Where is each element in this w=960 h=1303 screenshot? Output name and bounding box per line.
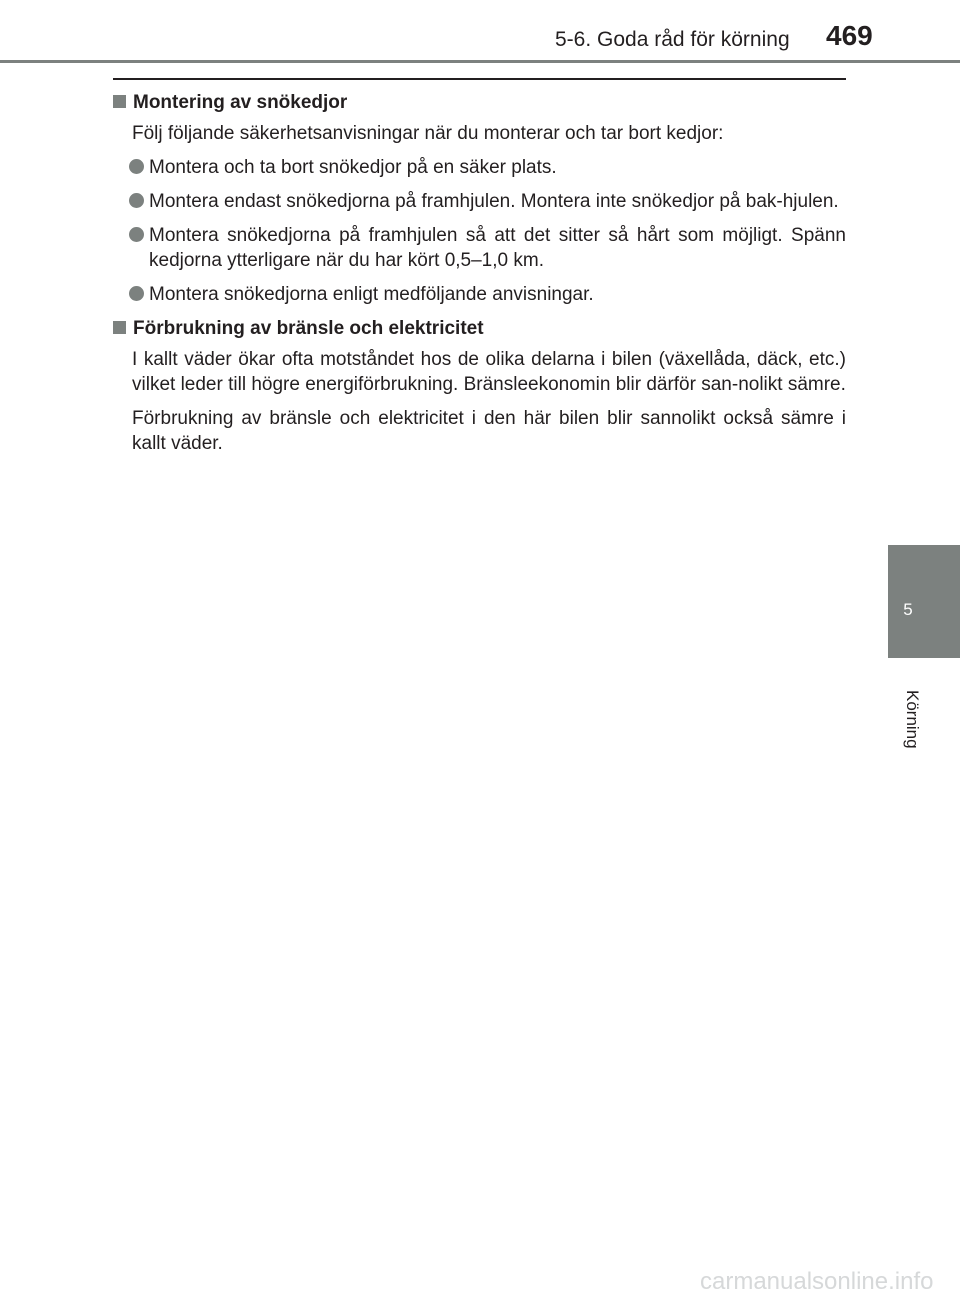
heading-text: Montering av snökedjor xyxy=(133,92,348,113)
list-item xyxy=(113,282,846,307)
list-item-text: Montera snökedjorna på framhjulen så att det sitter så hårt som möjligt. Spänn kedjorna ytterligare när du har kört 0,5–1,0 km. xyxy=(149,225,846,271)
circle-bullet-icon xyxy=(129,193,144,208)
list-item-text: Montera och ta bort snökedjor på en säker plats. xyxy=(149,157,557,178)
chapter-label: Körning xyxy=(903,690,922,749)
chapter-number: 5 xyxy=(903,600,913,619)
heading-text: Förbrukning av bränsle och elektricitet xyxy=(133,318,484,339)
section-heading xyxy=(113,90,846,115)
page-content xyxy=(113,90,846,465)
paragraph: Förbrukning av bränsle och elektricitet i den här bilen blir sannolikt också sämre i kallt väder. xyxy=(132,408,846,454)
list-item xyxy=(113,223,846,273)
circle-bullet-icon xyxy=(129,159,144,174)
circle-bullet-icon xyxy=(129,286,144,301)
content-divider xyxy=(113,78,846,80)
list-item-text: Montera endast snökedjorna på framhjulen. Montera inte snökedjor på bak-hjulen. xyxy=(149,191,839,212)
section-heading xyxy=(113,316,846,341)
paragraph: Följ följande säkerhetsanvisningar när du monterar och tar bort kedjor: xyxy=(132,123,724,144)
square-bullet-icon xyxy=(113,95,126,108)
list-item xyxy=(113,155,846,180)
header-rule xyxy=(0,60,960,63)
watermark: carmanualsonline.info xyxy=(700,1268,934,1295)
page-number: 469 xyxy=(826,20,873,51)
list-item xyxy=(113,189,846,214)
square-bullet-icon xyxy=(113,321,126,334)
circle-bullet-icon xyxy=(129,227,144,242)
list-item-text: Montera snökedjorna enligt medföljande anvisningar. xyxy=(149,284,594,305)
paragraph: I kallt väder ökar ofta motståndet hos de olika delarna i bilen (växellåda, däck, etc.) vilket leder till högre energiförbrukning. Bränsleekonomin blir därför san-nolikt sämre. xyxy=(132,349,846,395)
section-title: 5-6. Goda råd för körning xyxy=(555,28,790,51)
